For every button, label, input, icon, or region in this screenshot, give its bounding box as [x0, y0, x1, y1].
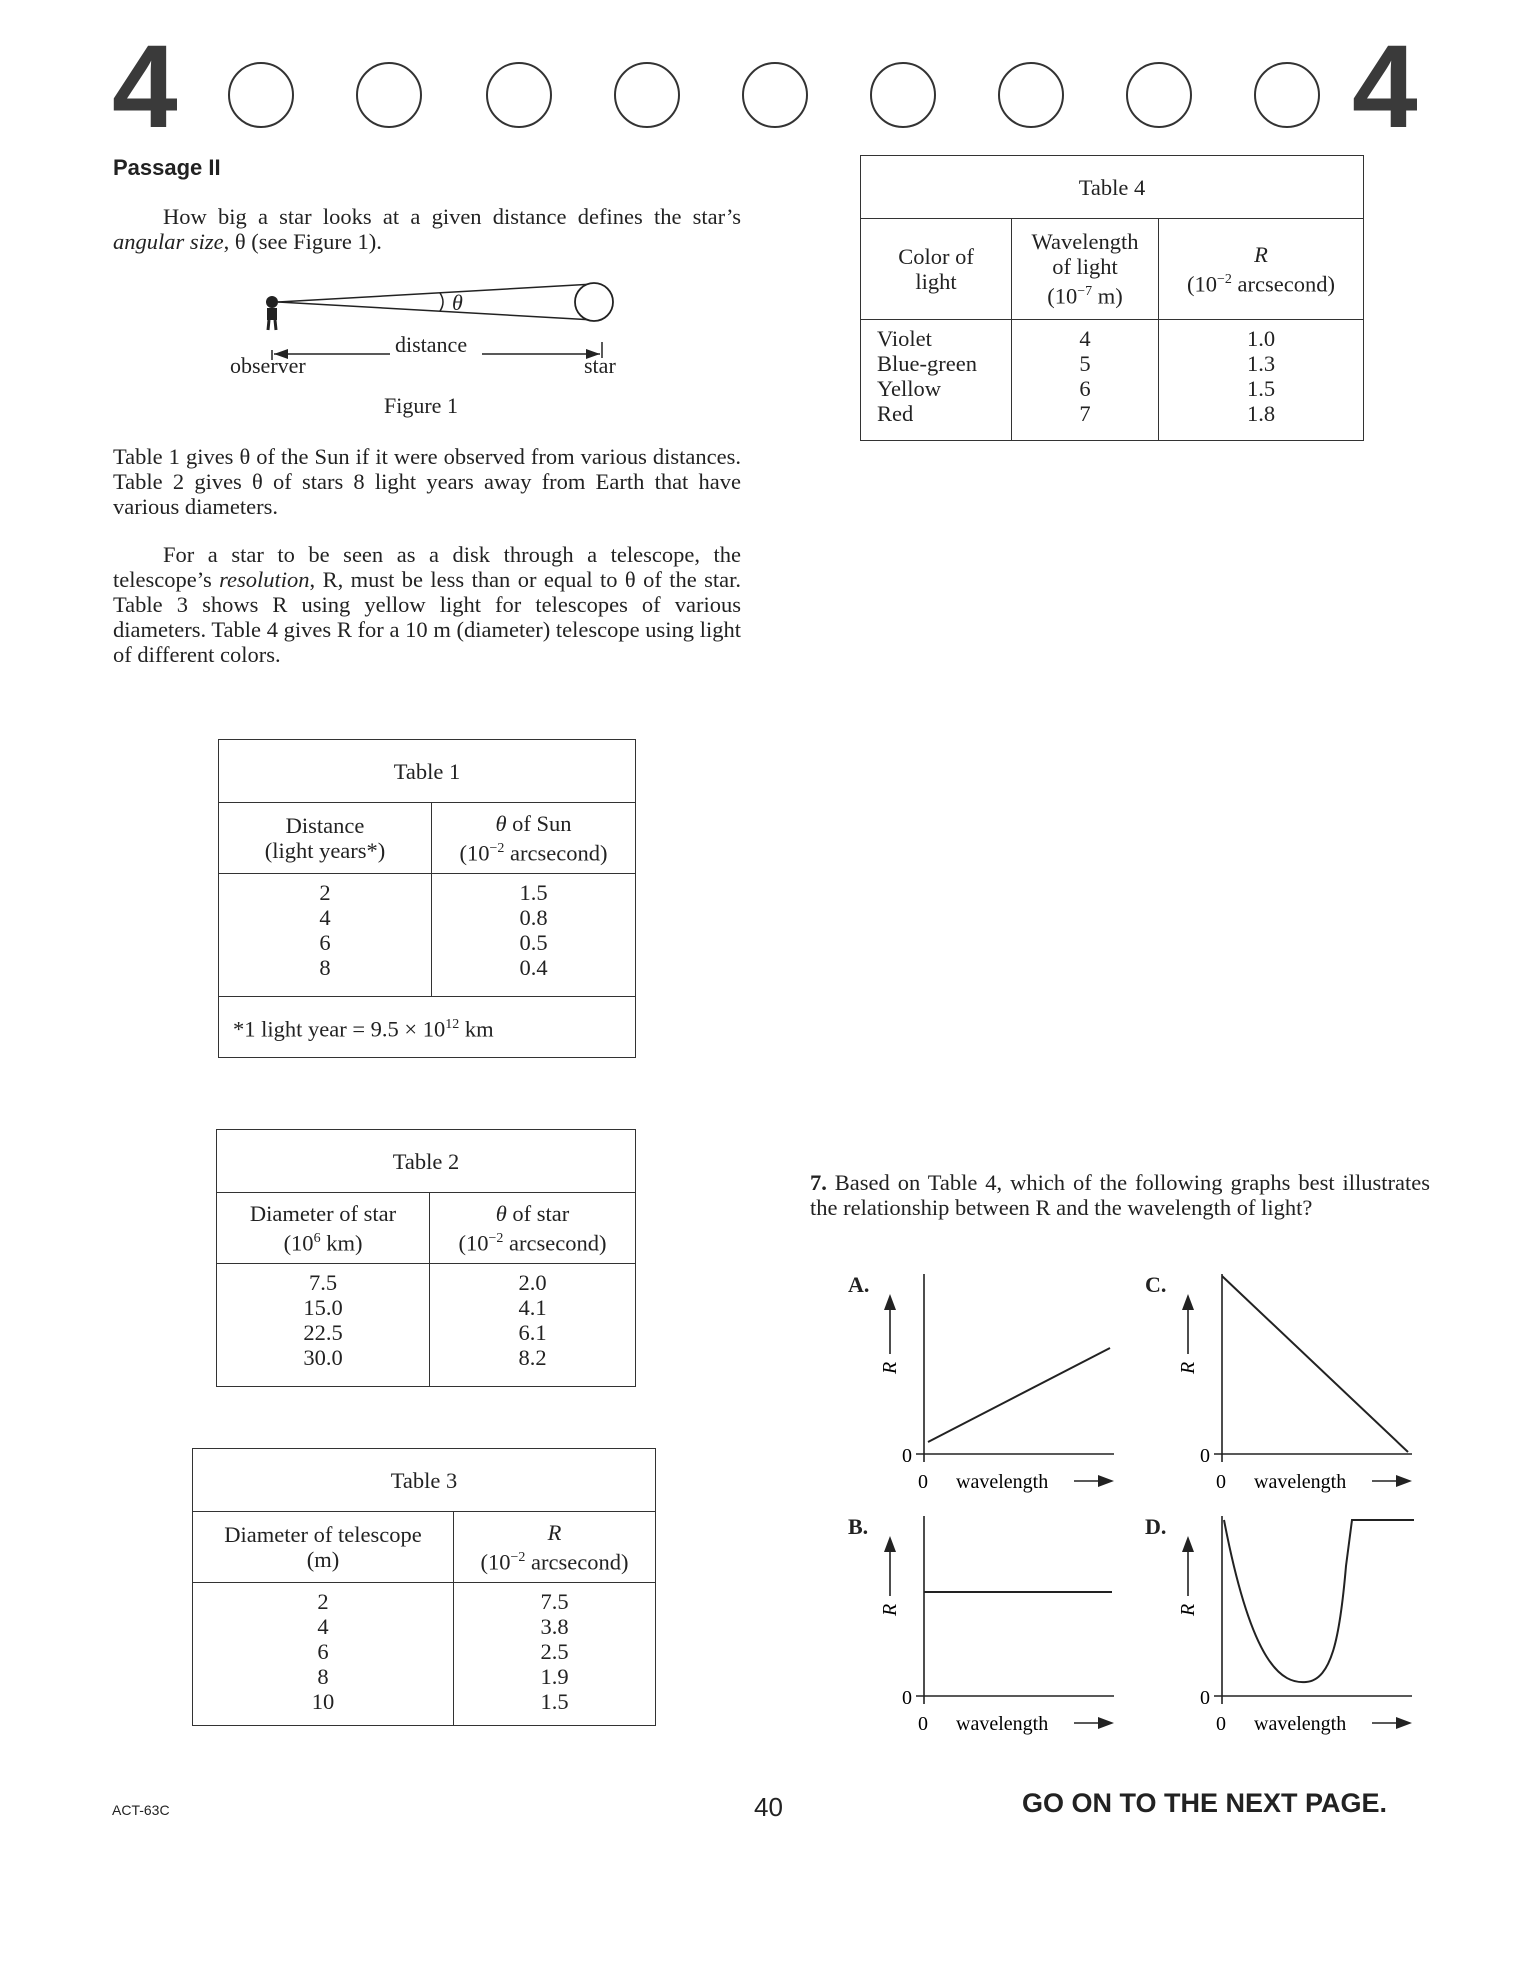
next-page-note: GO ON TO THE NEXT PAGE.: [1022, 1788, 1388, 1818]
y-axis-label: R: [879, 1603, 901, 1616]
column-header: Diameter of star ($10^6$ km): [217, 1193, 430, 1264]
column-values: 1.0 1.3 1.5 1.8: [1159, 320, 1364, 441]
angle-label: θ: [452, 290, 463, 315]
origin-y-label: 0: [902, 1445, 912, 1467]
graph-a[interactable]: [879, 1274, 1114, 1493]
form-code: ACT-63C: [112, 1802, 170, 1818]
origin-x-label: 0: [918, 1471, 928, 1493]
column-header: Wavelength of light ($10^{-7}$ m): [1012, 219, 1159, 320]
x-axis-label: wavelength: [1254, 1713, 1347, 1735]
origin-x-label: 0: [918, 1713, 928, 1735]
column-header: R ($10^{-2}$ arcsecond): [1159, 219, 1364, 320]
column-values: 4 5 6 7: [1012, 320, 1159, 441]
column-values: 2 4 6 8: [219, 874, 432, 997]
y-axis-label: R: [1177, 1361, 1199, 1374]
column-values: 7.5 15.0 22.5 30.0: [217, 1264, 430, 1387]
section-number-right: 4: [1352, 21, 1418, 153]
table-title: Table 3: [193, 1449, 656, 1512]
option-a-label[interactable]: A.: [848, 1272, 870, 1297]
option-d-label[interactable]: D.: [1145, 1514, 1167, 1539]
column-values: 1.5 0.8 0.5 0.4: [432, 874, 636, 997]
column-values: 2 4 6 8 10: [193, 1583, 454, 1726]
column-header: R ($10^{-2}$ arcsecond): [454, 1512, 656, 1583]
passage-title: Passage II: [113, 155, 221, 180]
graph-curve: [1222, 1276, 1408, 1452]
graph-c[interactable]: [1177, 1274, 1412, 1493]
resolution-term: resolution: [219, 567, 310, 592]
column-header: Color of light: [861, 219, 1012, 320]
column-header: Diameter of telescope (m): [193, 1512, 454, 1583]
graph-curve: [928, 1348, 1110, 1442]
observer-label: observer: [230, 353, 306, 378]
page-number: 40: [754, 1792, 783, 1822]
column-values: 2.0 4.1 6.1 8.2: [430, 1264, 636, 1387]
para3-text: For a star to be seen as a disk through a telescope, the telescope’s: [113, 542, 741, 592]
column-header: θ of star ($10^{-2}$ arcsecond): [430, 1193, 636, 1264]
up-arrow-icon: [1182, 1536, 1194, 1552]
table-title: Table 4: [861, 156, 1364, 219]
column-values: Violet Blue-green Yellow Red: [861, 320, 1012, 441]
figure-caption: Figure 1: [384, 393, 458, 418]
para3-text-end: , R, must be less than or equal to θ of the star. Table 3 shows R using yellow light for telescopes of various diameters. Table 4 gives R for a 10 m (diameter) telescope using light of different colors.: [113, 567, 741, 667]
graph-d[interactable]: [1177, 1516, 1414, 1735]
option-b-label[interactable]: B.: [848, 1514, 869, 1539]
table-title: Table 1: [219, 740, 636, 803]
option-c-label[interactable]: C.: [1145, 1272, 1167, 1297]
column-header: θ of Sun ($10^{-2}$ arcsecond): [432, 803, 636, 874]
origin-x-label: 0: [1216, 1713, 1226, 1735]
up-arrow-icon: [884, 1536, 896, 1552]
graph-b[interactable]: [879, 1516, 1114, 1735]
intro-text-end: , θ (see Figure 1).: [223, 229, 382, 254]
right-arrow-icon: [1098, 1717, 1114, 1729]
angular-size-term: angular size: [113, 229, 224, 254]
up-arrow-icon: [1182, 1294, 1194, 1310]
paragraph-2: Table 1 gives θ of the Sun if it were observed from various distances. Table 2 gives θ of stars 8 light years away from Earth that have various diameters.: [113, 444, 741, 519]
y-axis-label: R: [879, 1361, 901, 1374]
right-arrow-icon: [1098, 1475, 1114, 1487]
right-arrow-icon: [1396, 1717, 1412, 1729]
y-axis-label: R: [1177, 1603, 1199, 1616]
column-values: 7.5 3.8 2.5 1.9 1.5: [454, 1583, 656, 1726]
up-arrow-icon: [884, 1294, 896, 1310]
x-axis-label: wavelength: [956, 1713, 1049, 1735]
origin-y-label: 0: [1200, 1687, 1210, 1709]
distance-label: distance: [395, 332, 468, 357]
column-header: Distance (light years*): [219, 803, 432, 874]
star-label: star: [584, 353, 616, 378]
section-number-left: 4: [112, 21, 178, 153]
origin-x-label: 0: [1216, 1471, 1226, 1493]
x-axis-label: wavelength: [956, 1471, 1049, 1493]
right-arrow-icon: [1396, 1475, 1412, 1487]
question-text: Based on Table 4, which of the following graphs best illustrates the relationship between R and the wavelength of light?: [810, 1170, 1431, 1220]
graph-curve: [1224, 1520, 1414, 1682]
x-axis-label: wavelength: [1254, 1471, 1347, 1493]
origin-y-label: 0: [902, 1687, 912, 1709]
intro-text: How big a star looks at a given distance defines the star’s: [163, 204, 741, 229]
table-title: Table 2: [217, 1130, 636, 1193]
table-footnote: *1 light year = $9.5 \times 10^{12}$ km: [219, 997, 636, 1058]
origin-y-label: 0: [1200, 1445, 1210, 1467]
question-number: 7.: [810, 1170, 827, 1195]
